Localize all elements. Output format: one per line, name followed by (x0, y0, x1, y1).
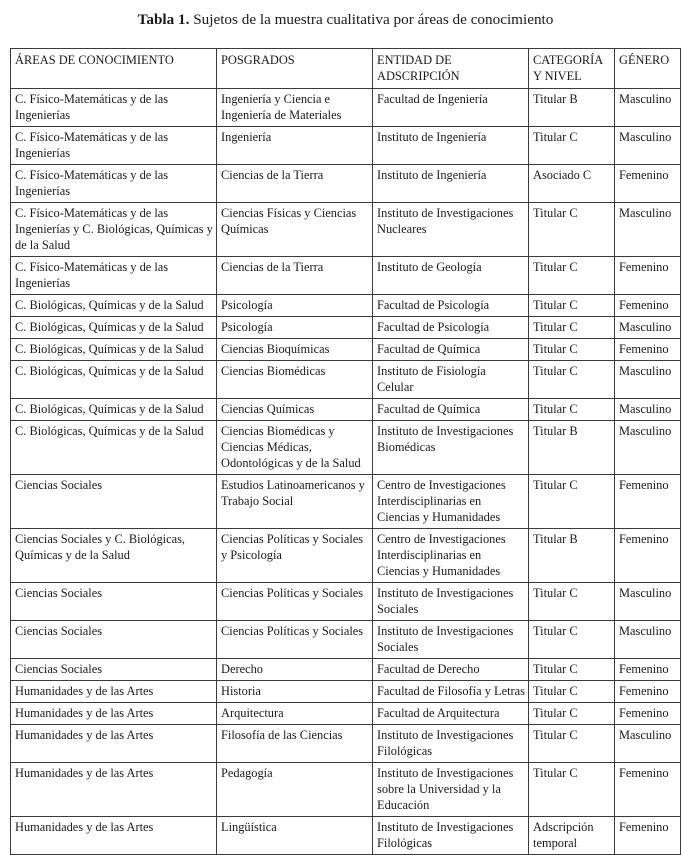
cell-area: C. Biológicas, Químicas y de la Salud (11, 361, 217, 399)
cell-entidad: Instituto de Investigaciones Biomédicas (373, 421, 529, 475)
table-row (11, 659, 681, 681)
table-row (11, 317, 681, 339)
cell-categoria: Titular C (529, 399, 615, 421)
table-row (11, 399, 681, 421)
table-row (11, 257, 681, 295)
cell-area: C. Físico-Matemáticas y de las Ingenierías (11, 89, 217, 127)
cell-categoria: Titular C (529, 725, 615, 763)
cell-posgrado: Ciencias Políticas y Sociales (217, 621, 373, 659)
table-row (11, 295, 681, 317)
cell-genero: Femenino (615, 763, 681, 817)
cell-categoria: Titular C (529, 295, 615, 317)
cell-categoria: Titular C (529, 583, 615, 621)
cell-area: C. Biológicas, Químicas y de la Salud (11, 399, 217, 421)
cell-area: C. Biológicas, Químicas y de la Salud (11, 317, 217, 339)
table-row (11, 421, 681, 475)
cell-entidad: Instituto de Ingeniería (373, 165, 529, 203)
cell-entidad: Instituto de Investigaciones Nucleares (373, 203, 529, 257)
cell-genero: Masculino (615, 317, 681, 339)
header-categoria: CATEGORÍA Y NIVEL (529, 49, 615, 89)
cell-categoria: Titular C (529, 763, 615, 817)
cell-categoria: Titular C (529, 203, 615, 257)
cell-categoria: Titular B (529, 529, 615, 583)
cell-posgrado: Ciencias Físicas y Ciencias Químicas (217, 203, 373, 257)
cell-categoria: Asociado C (529, 165, 615, 203)
cell-entidad: Facultad de Psicología (373, 317, 529, 339)
table-row (11, 339, 681, 361)
table-row (11, 763, 681, 817)
cell-posgrado: Ciencias de la Tierra (217, 165, 373, 203)
cell-genero: Masculino (615, 583, 681, 621)
table-row (11, 475, 681, 529)
cell-posgrado: Ciencias Políticas y Sociales y Psicología (217, 529, 373, 583)
table-header (11, 49, 681, 89)
cell-area: C. Físico-Matemáticas y de las Ingenierías (11, 165, 217, 203)
cell-area: C. Físico-Matemáticas y de las Ingenierías (11, 127, 217, 165)
cell-genero: Femenino (615, 339, 681, 361)
cell-genero: Femenino (615, 817, 681, 855)
cell-area: Humanidades y de las Artes (11, 725, 217, 763)
cell-categoria: Titular C (529, 659, 615, 681)
cell-entidad: Facultad de Derecho (373, 659, 529, 681)
cell-posgrado: Ingeniería (217, 127, 373, 165)
cell-entidad: Facultad de Arquitectura (373, 703, 529, 725)
cell-entidad: Centro de Investigaciones Interdisciplinarias en Ciencias y Humanidades (373, 529, 529, 583)
cell-genero: Femenino (615, 681, 681, 703)
cell-categoria: Titular C (529, 339, 615, 361)
cell-entidad: Facultad de Química (373, 339, 529, 361)
cell-area: C. Físico-Matemáticas y de las Ingenierías (11, 257, 217, 295)
table-row (11, 703, 681, 725)
caption-text: Sujetos de la muestra cualitativa por áreas de conocimiento (189, 11, 554, 28)
cell-area: Ciencias Sociales (11, 583, 217, 621)
table-row (11, 681, 681, 703)
header-genero: GÉNERO (615, 49, 681, 89)
cell-genero: Femenino (615, 659, 681, 681)
cell-categoria: Adscripción temporal (529, 817, 615, 855)
cell-categoria: Titular C (529, 681, 615, 703)
cell-posgrado: Psicología (217, 295, 373, 317)
cell-genero: Masculino (615, 421, 681, 475)
table-row (11, 203, 681, 257)
cell-posgrado: Ciencias Bioquímicas (217, 339, 373, 361)
cell-posgrado: Ciencias Biomédicas (217, 361, 373, 399)
cell-genero: Femenino (615, 165, 681, 203)
table-row (11, 127, 681, 165)
cell-genero: Femenino (615, 295, 681, 317)
cell-genero: Masculino (615, 127, 681, 165)
cell-categoria: Titular C (529, 317, 615, 339)
cell-categoria: Titular C (529, 475, 615, 529)
cell-categoria: Titular C (529, 361, 615, 399)
subjects-table (10, 48, 681, 855)
cell-area: Humanidades y de las Artes (11, 703, 217, 725)
cell-posgrado: Ciencias Biomédicas y Ciencias Médicas, Odontológicas y de la Salud (217, 421, 373, 475)
cell-posgrado: Filosofía de las Ciencias (217, 725, 373, 763)
cell-categoria: Titular C (529, 257, 615, 295)
cell-posgrado: Ciencias de la Tierra (217, 257, 373, 295)
header-posgrados: POSGRADOS (217, 49, 373, 89)
table-row (11, 529, 681, 583)
cell-posgrado: Derecho (217, 659, 373, 681)
cell-genero: Masculino (615, 361, 681, 399)
cell-posgrado: Pedagogía (217, 763, 373, 817)
cell-area: Humanidades y de las Artes (11, 763, 217, 817)
table-body (11, 89, 681, 855)
table-row (11, 89, 681, 127)
table-row (11, 165, 681, 203)
cell-entidad: Instituto de Investigaciones Filológicas (373, 817, 529, 855)
cell-posgrado: Ciencias Políticas y Sociales (217, 583, 373, 621)
cell-genero: Femenino (615, 703, 681, 725)
cell-genero: Femenino (615, 529, 681, 583)
cell-posgrado: Estudios Latinoamericanos y Trabajo Social (217, 475, 373, 529)
cell-area: Humanidades y de las Artes (11, 681, 217, 703)
table-row (11, 621, 681, 659)
cell-posgrado: Ingeniería y Ciencia e Ingeniería de Materiales (217, 89, 373, 127)
cell-area: Ciencias Sociales (11, 475, 217, 529)
cell-categoria: Titular C (529, 703, 615, 725)
cell-posgrado: Arquitectura (217, 703, 373, 725)
cell-area: Ciencias Sociales y C. Biológicas, Químicas y de la Salud (11, 529, 217, 583)
cell-genero: Masculino (615, 725, 681, 763)
table-row (11, 817, 681, 855)
cell-entidad: Instituto de Investigaciones Filológicas (373, 725, 529, 763)
cell-area: C. Biológicas, Químicas y de la Salud (11, 339, 217, 361)
cell-entidad: Facultad de Química (373, 399, 529, 421)
cell-categoria: Titular C (529, 127, 615, 165)
header-row (11, 49, 681, 89)
cell-entidad: Instituto de Ingeniería (373, 127, 529, 165)
cell-area: Ciencias Sociales (11, 659, 217, 681)
cell-entidad: Facultad de Ingeniería (373, 89, 529, 127)
cell-entidad: Instituto de Investigaciones Sociales (373, 583, 529, 621)
cell-categoria: Titular C (529, 621, 615, 659)
cell-genero: Masculino (615, 399, 681, 421)
cell-area: Humanidades y de las Artes (11, 817, 217, 855)
cell-categoria: Titular B (529, 421, 615, 475)
table-caption (0, 10, 691, 30)
cell-entidad: Facultad de Filosofía y Letras (373, 681, 529, 703)
cell-area: C. Biológicas, Químicas y de la Salud (11, 421, 217, 475)
cell-genero: Masculino (615, 89, 681, 127)
caption-label: Tabla 1. (137, 11, 190, 28)
cell-area: Ciencias Sociales (11, 621, 217, 659)
cell-entidad: Instituto de Geología (373, 257, 529, 295)
cell-posgrado: Ciencias Químicas (217, 399, 373, 421)
cell-entidad: Centro de Investigaciones Interdisciplinarias en Ciencias y Humanidades (373, 475, 529, 529)
cell-entidad: Facultad de Psicología (373, 295, 529, 317)
cell-genero: Femenino (615, 475, 681, 529)
cell-posgrado: Historia (217, 681, 373, 703)
table-row (11, 583, 681, 621)
cell-posgrado: Lingüística (217, 817, 373, 855)
header-entidad: ENTIDAD DE ADSCRIPCIÓN (373, 49, 529, 89)
cell-categoria: Titular B (529, 89, 615, 127)
cell-genero: Masculino (615, 203, 681, 257)
cell-entidad: Instituto de Investigaciones sobre la Universidad y la Educación (373, 763, 529, 817)
header-areas: ÁREAS DE CONOCIMIENTO (11, 49, 217, 89)
cell-area: C. Biológicas, Químicas y de la Salud (11, 295, 217, 317)
cell-entidad: Instituto de Fisiología Celular (373, 361, 529, 399)
cell-area: C. Físico-Matemáticas y de las Ingenierías y C. Biológicas, Químicas y de la Salud (11, 203, 217, 257)
cell-posgrado: Psicología (217, 317, 373, 339)
cell-entidad: Instituto de Investigaciones Sociales (373, 621, 529, 659)
table-row (11, 725, 681, 763)
table-row (11, 361, 681, 399)
cell-genero: Masculino (615, 621, 681, 659)
cell-genero: Femenino (615, 257, 681, 295)
